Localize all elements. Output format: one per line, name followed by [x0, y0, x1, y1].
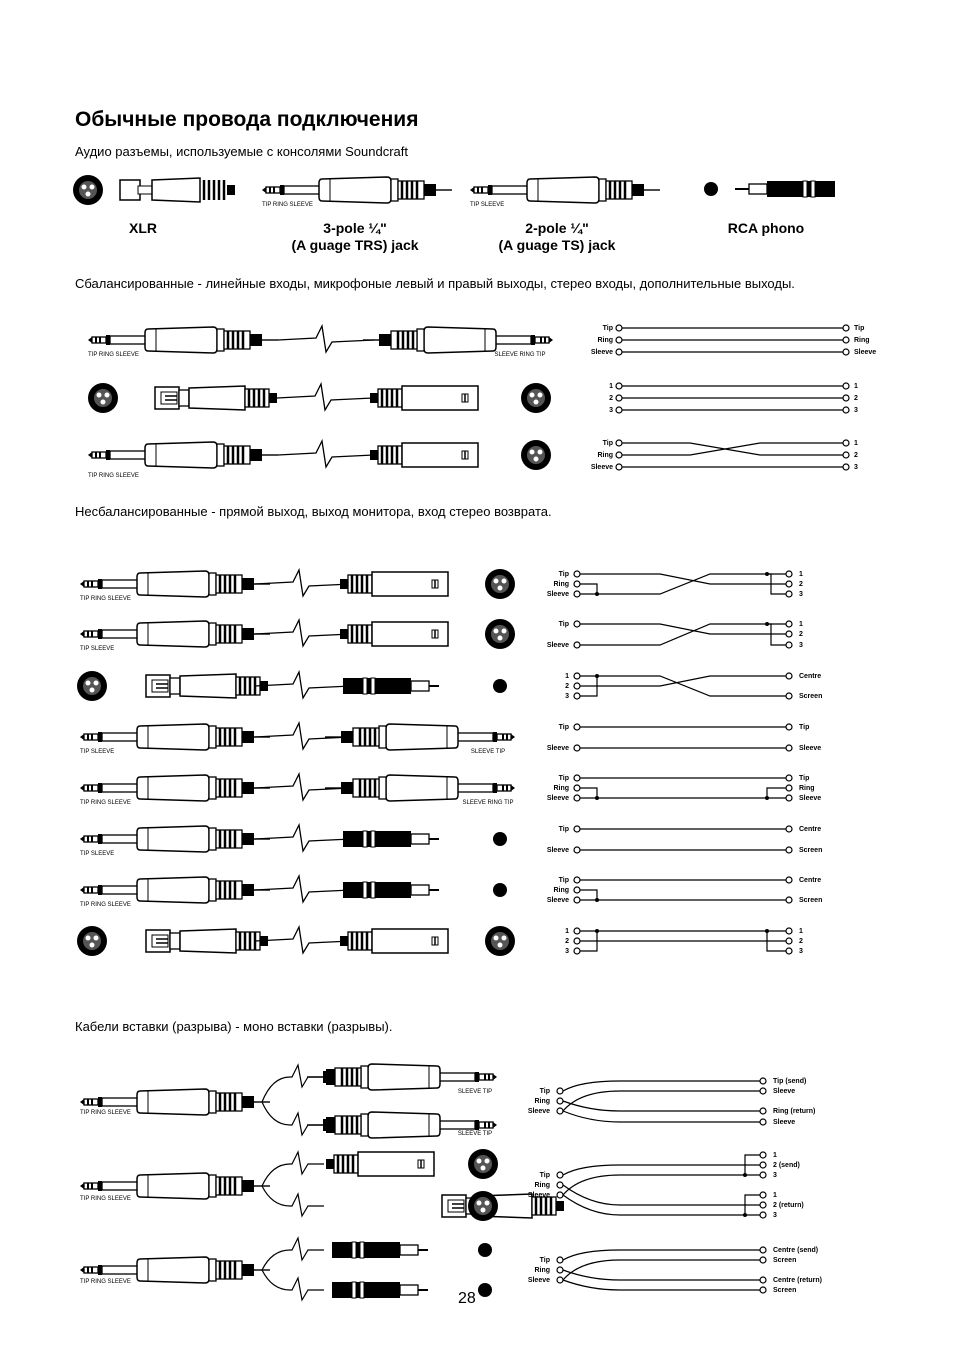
bal-w2-right-label: 3 — [854, 407, 858, 414]
unbal-w6-rlabel: Centre — [799, 826, 822, 833]
insert3-trs-label: TIP RING SLEEVE — [80, 1279, 131, 1285]
unbal-row-2-cable — [255, 620, 351, 646]
unbal-w2-left-pin — [574, 642, 580, 648]
bal-trs-label-right: SLEEVE RING TIP — [494, 352, 546, 358]
bal-w2-left-pin — [616, 407, 622, 413]
rca-face — [478, 1243, 492, 1257]
xlr-plug-pins — [138, 186, 152, 194]
unbal-w4-label: Tip — [558, 724, 569, 731]
xlr-label: XLR — [129, 220, 157, 236]
unbal-w1-rlabel: 3 — [799, 591, 803, 598]
unbal-w2-label: Sleeve — [546, 642, 569, 649]
unbal-row-4-label-right: SLEEVE TIP — [470, 749, 506, 755]
unbal-row-5-cable — [255, 774, 351, 800]
trs-small-label: TIP RING SLEEVE — [262, 202, 313, 208]
subtitle: Аудио разъемы, используемые с консолями Soundcraft — [75, 144, 409, 159]
unbal-row-3-rca-plug-right — [343, 678, 439, 694]
unbal-w5-rlabel: Sleeve — [799, 795, 822, 802]
unbal-w8-right-pin — [786, 938, 792, 944]
bal-xlr-face-right — [521, 383, 551, 413]
ins1-label: Ring — [534, 1098, 550, 1105]
bal-w1-left-pin — [616, 337, 622, 343]
unbal-w1-label: Ring — [553, 581, 569, 588]
ins1-right-pin — [760, 1119, 766, 1125]
unbal-w2-label: Tip — [558, 621, 569, 628]
bal-w1-left-label: Sleeve — [590, 349, 613, 356]
unbal-w6-label: Sleeve — [546, 847, 569, 854]
unbal-w7-rlabel: Centre — [799, 877, 822, 884]
bal-w1-left-pin — [616, 325, 622, 331]
bal-w1-right-pin — [843, 325, 849, 331]
bal-xlr-plug-left — [155, 386, 277, 410]
insert3-y-cable — [262, 1238, 324, 1270]
bal-w2-left-label: 1 — [609, 383, 613, 390]
ins1-rlabel: Sleeve — [773, 1088, 796, 1095]
ins3-rlabel: Centre (send) — [773, 1247, 819, 1254]
unbal-w2-right-pin — [786, 631, 792, 637]
ins1-label: Tip — [539, 1088, 550, 1095]
bal-trs-plug-left — [88, 327, 278, 353]
unbal-row-6-rca-plug-right — [343, 831, 439, 847]
unbal-w1-left-pin — [574, 591, 580, 597]
unbal-row-7-label-left: TIP RING SLEEVE — [80, 902, 131, 908]
unbal-w5-label: Tip — [558, 775, 569, 782]
ts-label-line2: (A guage TS) jack — [498, 237, 616, 253]
ins2-wire — [563, 1175, 760, 1195]
unbal-w8-label: 3 — [565, 948, 569, 955]
xlr-plug-nose — [120, 180, 140, 200]
unbal-row-6-jack-left — [80, 826, 270, 852]
ins1-rlabel: Tip (send) — [773, 1078, 807, 1085]
unbal-w3-left-pin — [574, 683, 580, 689]
insert1-jack-a-label: SLEEVE TIP — [457, 1089, 493, 1095]
unbal-w7-left-pin — [574, 897, 580, 903]
unbal-w5-right-pin — [786, 785, 792, 791]
ins3-left-pin — [557, 1257, 563, 1263]
unbal-row-1-xlr-plug-right — [340, 572, 448, 596]
unbal-w1-left-pin — [574, 581, 580, 587]
ins2-wire — [563, 1185, 760, 1205]
junction-dot — [595, 592, 599, 596]
ins1-left-pin — [557, 1088, 563, 1094]
junction-dot — [595, 674, 599, 678]
bal-w1-right-pin — [843, 349, 849, 355]
unbal-row-6-cable — [255, 825, 351, 851]
unbal-w5-rlabel: Ring — [799, 785, 815, 792]
ins3-rlabel: Screen — [773, 1287, 797, 1294]
bal-w1-right-label: Sleeve — [854, 349, 877, 356]
unbal-w3-right-pin — [786, 693, 792, 699]
bal-w1-right-label: Tip — [854, 325, 865, 332]
bal-w3-left-pin — [616, 452, 622, 458]
unbal-w8-label: 1 — [565, 928, 569, 935]
unbal-w1-rlabel: 1 — [799, 571, 803, 578]
rca-face — [493, 679, 507, 693]
unbal-w4-left-pin — [574, 724, 580, 730]
bal-xlr-face-left — [88, 383, 118, 413]
bal-trs-label-left: TIP RING SLEEVE — [88, 352, 139, 358]
unbal-w1-right-pin — [786, 571, 792, 577]
xlr-plug-tail — [227, 185, 235, 195]
bal-w2-right-label: 2 — [854, 395, 858, 402]
unbal-w7-label: Sleeve — [546, 897, 569, 904]
bal-xlr-plug-right — [370, 386, 478, 410]
ins1-wire — [563, 1081, 760, 1091]
unbal-w5-left-pin — [574, 785, 580, 791]
unbal-row-5-label-left: TIP RING SLEEVE — [80, 800, 131, 806]
unbal-w6-right-pin — [786, 826, 792, 832]
bal-trs-plug-right — [363, 327, 553, 353]
unbal-w3-rlabel: Centre — [799, 673, 822, 680]
unbal-w7-label: Ring — [553, 887, 569, 894]
ins1-left-pin — [557, 1108, 563, 1114]
unbal-w7-label: Tip — [558, 877, 569, 884]
ins3-rlabel: Screen — [773, 1257, 797, 1264]
unbal-w4-label: Sleeve — [546, 745, 569, 752]
unbal-row-1-cable — [255, 570, 351, 596]
unbal-w3-label: 1 — [565, 673, 569, 680]
insert1-jack-a — [307, 1064, 497, 1090]
ins1-wire — [563, 1091, 760, 1111]
unbal-w6-left-pin — [574, 847, 580, 853]
ins3-rlabel: Centre (return) — [773, 1277, 823, 1284]
unbal-w5-right-pin — [786, 795, 792, 801]
unbal-w1-wire — [580, 584, 597, 594]
ins1-right-pin — [760, 1088, 766, 1094]
unbal-w2-right-pin — [786, 642, 792, 648]
ins1-label: Sleeve — [527, 1108, 550, 1115]
unbal-w7-wire — [580, 890, 597, 900]
ins3-wire — [563, 1260, 760, 1280]
bal-w2-right-label: 1 — [854, 383, 858, 390]
ins1-wire — [563, 1111, 760, 1122]
insert2-xlr-face-b — [468, 1191, 498, 1221]
ins2-rlabel: 1 — [773, 1152, 777, 1159]
unbal-w1-left-pin — [574, 571, 580, 577]
junction-dot — [595, 796, 599, 800]
unbal-w7-right-pin — [786, 877, 792, 883]
insert3-rca-b — [332, 1282, 428, 1298]
ins3-label: Sleeve — [527, 1277, 550, 1284]
unbal-w7-left-pin — [574, 877, 580, 883]
unbal-row-7-rca-plug-right — [343, 882, 439, 898]
bal-xlr-plug-3 — [370, 443, 478, 467]
bal-w1-right-pin — [843, 337, 849, 343]
unbal-row-4-jack-left — [80, 724, 270, 750]
insert3-rca-a — [332, 1242, 428, 1258]
insert2-xlr-a — [326, 1152, 434, 1176]
ins3-label: Tip — [539, 1257, 550, 1264]
ins1-left-pin — [557, 1098, 563, 1104]
unbal-w5-left-pin — [574, 795, 580, 801]
rca-plug-icon — [739, 181, 835, 197]
ins2-label: Ring — [534, 1182, 550, 1189]
ts-small-label: TIP SLEEVE — [470, 202, 505, 208]
page-number: 28 — [458, 1290, 476, 1307]
unbal-w1-wire — [580, 574, 786, 584]
bal-w3-right-pin — [843, 452, 849, 458]
ins2-rlabel: 3 — [773, 1212, 777, 1219]
ins3-left-pin — [557, 1267, 563, 1273]
ins2-label: Sleeve — [527, 1192, 550, 1199]
rca-face — [493, 832, 507, 846]
unbal-w1-rlabel: 2 — [799, 581, 803, 588]
page-title: Обычные провода подключения — [75, 108, 419, 131]
ins3-right-pin — [760, 1257, 766, 1263]
unbal-w5-label: Sleeve — [546, 795, 569, 802]
ins2-left-pin — [557, 1182, 563, 1188]
unbal-row-5-jack-left — [80, 775, 270, 801]
ins1-rlabel: Sleeve — [773, 1119, 796, 1126]
trs-label-line2: (A guage TRS) jack — [291, 237, 419, 253]
insert2-y-cable — [262, 1152, 324, 1186]
unbal-w5-wire — [767, 788, 786, 798]
unbal-w2-rlabel: 1 — [799, 621, 803, 628]
unbal-row-2-xlr-plug-right — [340, 622, 448, 646]
unbal-w6-right-pin — [786, 847, 792, 853]
ins2-right-pin — [760, 1152, 766, 1158]
unbal-w5-wire — [580, 788, 597, 798]
unbal-row-7-jack-left — [80, 877, 270, 903]
balanced-heading: Сбалансированные - линейные входы, микрофоные левый и правый выходы, стерео входы, дополнительные выходы. — [75, 276, 795, 291]
unbal-w8-right-pin — [786, 948, 792, 954]
unbal-row-3-xlr-plug-left — [146, 674, 268, 698]
ins2-rlabel: 1 — [773, 1192, 777, 1199]
unbal-row-5-label-right: SLEEVE RING TIP — [462, 800, 514, 806]
ins1-right-pin — [760, 1108, 766, 1114]
unbal-row-2-label-left: TIP SLEEVE — [80, 646, 115, 652]
junction-dot — [765, 929, 769, 933]
bal-w2-right-pin — [843, 407, 849, 413]
unbal-w7-rlabel: Screen — [799, 897, 823, 904]
bal-w3-right-pin — [843, 440, 849, 446]
unbal-w8-label: 2 — [565, 938, 569, 945]
bal-w1-left-label: Ring — [597, 337, 613, 344]
unbal-w6-left-pin — [574, 826, 580, 832]
unbal-row-3-cable — [255, 672, 351, 698]
unbal-w5-rlabel: Tip — [799, 775, 810, 782]
unbal-w3-wire — [580, 676, 786, 686]
unbalanced-heading: Несбалансированные - прямой выход, выход монитора, вход стерео возврата. — [75, 504, 552, 519]
unbal-w2-left-pin — [574, 621, 580, 627]
unbal-w4-right-pin — [786, 724, 792, 730]
unbal-w8-rlabel: 3 — [799, 948, 803, 955]
unbal-w2-rlabel: 3 — [799, 642, 803, 649]
unbal-w3-left-pin — [574, 673, 580, 679]
ins2-right-pin — [760, 1172, 766, 1178]
unbal-w1-right-pin — [786, 581, 792, 587]
bal-w3-left-label: Ring — [597, 452, 613, 459]
unbal-row-6-label-left: TIP SLEEVE — [80, 851, 115, 857]
ins3-wire — [563, 1270, 760, 1280]
insert1-jack-b-label: SLEEVE TIP — [457, 1131, 493, 1137]
unbal-w3-rlabel: Screen — [799, 693, 823, 700]
insert2-trs-label: TIP RING SLEEVE — [80, 1196, 131, 1202]
bal-w3-wire — [622, 443, 843, 455]
unbal-row-1-xlr-face-right — [485, 569, 515, 599]
bal-w3-left-pin — [616, 440, 622, 446]
unbal-w4-right-pin — [786, 745, 792, 751]
bal-w3-left-label: Tip — [602, 440, 613, 447]
ins3-wire — [563, 1280, 760, 1290]
bal-w3-wire — [622, 443, 843, 455]
unbal-w3-label: 3 — [565, 693, 569, 700]
unbal-w1-right-pin — [786, 591, 792, 597]
unbal-row-7-cable — [255, 876, 351, 902]
bal-w2-left-pin — [616, 383, 622, 389]
bal-w3-left-pin — [616, 464, 622, 470]
unbal-row-4-label-left: TIP SLEEVE — [80, 749, 115, 755]
insert2-y-cable — [262, 1186, 324, 1216]
bal-w3-right-label: 3 — [854, 464, 858, 471]
junction-dot — [743, 1213, 747, 1217]
unbal-w5-left-pin — [574, 775, 580, 781]
trs-label-line1: 3-pole ¼" — [323, 220, 387, 236]
bal-w2-left-pin — [616, 395, 622, 401]
bal-w2-left-label: 2 — [609, 395, 613, 402]
bal-w1-left-pin — [616, 349, 622, 355]
unbal-row-2-jack-left — [80, 621, 270, 647]
bal-xlr-face-3 — [521, 440, 551, 470]
bal-trs-plug-3 — [88, 442, 278, 468]
bal-w1-right-label: Ring — [854, 337, 870, 344]
unbal-row-8-xlr-plug-right — [340, 929, 448, 953]
unbal-w8-right-pin — [786, 928, 792, 934]
unbal-w8-left-pin — [574, 948, 580, 954]
insert1-y-cable — [262, 1102, 324, 1135]
xlr-face-icon — [73, 175, 103, 205]
unbal-w6-rlabel: Screen — [799, 847, 823, 854]
bal-w3-right-label: 1 — [854, 440, 858, 447]
junction-dot — [595, 898, 599, 902]
ins3-wire — [563, 1250, 760, 1260]
insert3-y-cable — [262, 1270, 324, 1300]
ins2-left-pin — [557, 1192, 563, 1198]
bal-cable-2 — [277, 384, 373, 410]
ins2-left-pin — [557, 1172, 563, 1178]
bal-w3-right-label: 2 — [854, 452, 858, 459]
unbal-w4-rlabel: Sleeve — [799, 745, 822, 752]
bal-w2-right-pin — [843, 383, 849, 389]
unbal-w5-right-pin — [786, 775, 792, 781]
ins2-right-pin — [760, 1202, 766, 1208]
rca-label: RCA phono — [727, 220, 805, 236]
unbal-row-5-jack-right — [325, 775, 515, 801]
unbal-w2-rlabel: 2 — [799, 631, 803, 638]
unbal-w8-left-pin — [574, 938, 580, 944]
ins1-wire — [563, 1101, 760, 1111]
unbal-row-8-xlr-plug-left — [146, 929, 268, 953]
insert1-y-cable — [262, 1065, 324, 1102]
ins3-right-pin — [760, 1287, 766, 1293]
unbal-w7-right-pin — [786, 897, 792, 903]
unbal-w4-rlabel: Tip — [799, 724, 810, 731]
unbal-row-8-cable — [255, 927, 351, 953]
unbal-row-1-jack-left — [80, 571, 270, 597]
unbal-row-8-xlr-face-right — [485, 926, 515, 956]
rca-face — [493, 883, 507, 897]
ins3-left-pin — [557, 1277, 563, 1283]
unbal-w2-wire — [580, 624, 786, 634]
ins2-rlabel: 2 (return) — [773, 1202, 804, 1209]
unbal-w1-label: Tip — [558, 571, 569, 578]
ins2-wire — [563, 1165, 760, 1175]
bal-w2-left-label: 3 — [609, 407, 613, 414]
ts-label-line1: 2-pole ¼" — [525, 220, 589, 236]
unbal-w3-left-pin — [574, 693, 580, 699]
bal-w3-left-label: Sleeve — [590, 464, 613, 471]
unbal-row-1-label-left: TIP RING SLEEVE — [80, 596, 131, 602]
unbal-w8-left-pin — [574, 928, 580, 934]
junction-dot — [595, 929, 599, 933]
trs-jack-icon — [262, 177, 452, 203]
ins1-right-pin — [760, 1078, 766, 1084]
bal-cable-3 — [278, 441, 374, 467]
bal-w2-right-pin — [843, 395, 849, 401]
junction-dot — [743, 1173, 747, 1177]
rca-face — [704, 182, 718, 196]
ins1-rlabel: Ring (return) — [773, 1108, 816, 1115]
ins2-label: Tip — [539, 1172, 550, 1179]
unbal-w2-right-pin — [786, 621, 792, 627]
rca-face — [478, 1283, 492, 1297]
bal-trs-label-3: TIP RING SLEEVE — [88, 473, 139, 479]
bal-w1-left-label: Tip — [602, 325, 613, 332]
bal-w3-right-pin — [843, 464, 849, 470]
ins2-right-pin — [760, 1212, 766, 1218]
unbal-w8-rlabel: 1 — [799, 928, 803, 935]
ins2-right-pin — [760, 1162, 766, 1168]
unbal-w7-left-pin — [574, 887, 580, 893]
bal-cable-1 — [278, 326, 374, 352]
ins3-right-pin — [760, 1247, 766, 1253]
unbal-w6-label: Tip — [558, 826, 569, 833]
unbal-w3-right-pin — [786, 673, 792, 679]
ins3-right-pin — [760, 1277, 766, 1283]
insert2-xlr-face-a — [468, 1149, 498, 1179]
ins2-right-pin — [760, 1192, 766, 1198]
junction-dot — [765, 796, 769, 800]
unbal-row-8-xlr-face-left — [77, 926, 107, 956]
unbal-row-3-xlr-face-left — [77, 671, 107, 701]
unbal-w8-rlabel: 2 — [799, 938, 803, 945]
ins2-rlabel: 3 — [773, 1172, 777, 1179]
unbal-w4-left-pin — [574, 745, 580, 751]
ts-jack-icon — [470, 177, 660, 203]
unbal-row-2-xlr-face-right — [485, 619, 515, 649]
insert1-trs-label: TIP RING SLEEVE — [80, 1110, 131, 1116]
insert-heading: Кабели вставки (разрыва) - моно вставки (разрывы). — [75, 1019, 393, 1034]
unbal-row-4-cable — [255, 723, 351, 749]
xlr-plug-body — [152, 178, 200, 202]
unbal-w1-label: Sleeve — [546, 591, 569, 598]
unbal-w5-label: Ring — [553, 785, 569, 792]
ins2-rlabel: 2 (send) — [773, 1162, 800, 1169]
unbal-w3-label: 2 — [565, 683, 569, 690]
unbal-row-4-jack-right — [325, 724, 515, 750]
ins3-label: Ring — [534, 1267, 550, 1274]
